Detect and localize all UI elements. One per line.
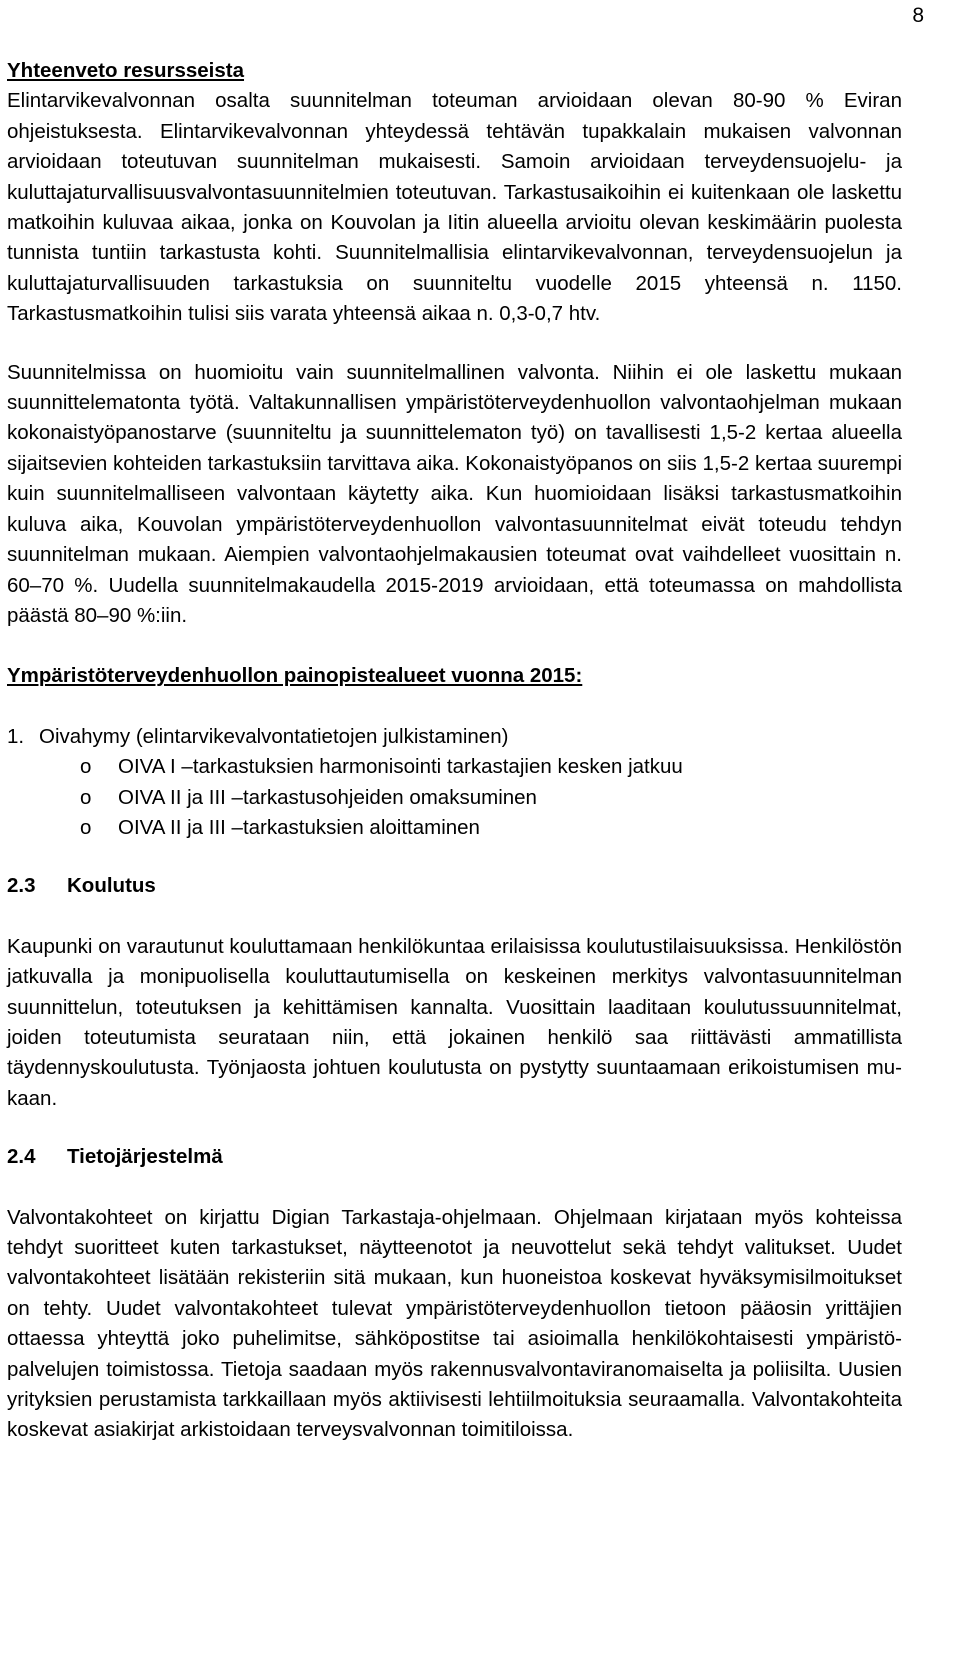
resources-paragraph-2: Suunnitelmissa on huomioitu vain suunnitelmallinen valvonta. Niihin ei ole laskettu mukaan suunnittelematonta työtä. Valtakunnallisen ympäristöterveydenhuollon valvontaohjelman mukaan kokonaistyöpanostarve (suunniteltu ja suunnittelematon työ) on tavallisesti 1,5-2 kertaa alueella sijaitsevien kohteiden tarkastuksiin tarvittava aika. Kokonaistyöpanos on siis 1,5-2 kertaa suurempi kuin suunnitelmalliseen valvontaan käytetty aika. Kun huomioidaan lisäksi tarkastusmatkoihin kuluva aika, Kouvolan ympäristöterveydenhuollon valvontasuunnitelmat eivät toteudu tehdyn suunnitelman mukaan. Aiempien valvontaohjelmakausien toteumat ovat vaihdelleet vuosittain n. 60–70 %. Uudella suunnitelmakaudella 2015-2019 arvioidaan, että toteumassa on mahdollista päästä 80–90 %:iin.	[7, 360, 902, 627]
information-system-heading	[7, 1142, 902, 1172]
focus-sub-item	[7, 752, 902, 782]
focus-areas-heading: Ympäristöterveydenhuollon painopistealueet vuonna 2015:	[7, 664, 583, 688]
focus-sub-item-text: OIVA I –tarkastuksien harmonisointi tarkastajien kesken jatkuu	[118, 755, 683, 779]
section-number: 2.4	[7, 1145, 36, 1169]
spacer	[7, 1114, 902, 1142]
section-number: 2.3	[7, 874, 36, 898]
resources-paragraph-1: Elintarvikevalvonnan osalta suunnitelman toteuman arvioidaan olevan 80-90 % Eviran ohjeistuksesta. Elintarvikevalvonnan yhteydessä tehtävän tupakkalain mukaisen valvonnan arvioidaan toteutuvan suunnitelman mukaisesti. Samoin arvioidaan terveydensuojelu- ja kuluttajaturvallisuusvalvontasuunnitelmien toteutuvan. Tarkastusaikoihin ei kuitenkaan ole laskettu matkoihin kuluvaa aikaa, jonka on Kouvolan ja Iitin alueella arvioitu olevan keskimäärin puolesta tunnista tuntiin tarkastusta kohti. Suunnitelmallisia elintarvikevalvonnan, terveydensuojelun ja kuluttajaturvallisuuden tarkastuksia on suunniteltu vuodelle 2015 yhteensä n. 1150. Tarkastusmatkoihin tulisi siis varata yhteensä aikaa n. 0,3-0,7 htv.	[7, 89, 902, 326]
spacer	[7, 902, 902, 932]
document-body	[7, 56, 902, 1446]
bullet-marker: o	[80, 755, 92, 779]
bullet-marker: o	[80, 785, 92, 809]
focus-sub-item-text: OIVA II ja III –tarkastusohjeiden omaksuminen	[118, 785, 537, 809]
section-title: Koulutus	[67, 874, 156, 898]
spacer	[7, 692, 902, 722]
focus-item-number: 1.	[7, 724, 25, 748]
information-system-paragraph: Valvontakohteet on kirjattu Digian Tarkastaja-ohjelmaan. Ohjelmaan kirjataan myös kohteissa tehdyt suoritteet kuten tarkastukset, näytteenotot ja neuvottelut sekä tehdyt valitukset. Uudet valvontakohteet lisätään rekisteriin sitä mukaan, kun huoneistoa koskevat hyväksymisilmoitukset on tehty. Uudet valvontakohteet tulevat ympäristöterveydenhuollon tietoon pääosin yrittäjien ottaessa yhteyttä joko puhelimitse, sähköpostitse tai asioimalla henkilökohtaisesti ympäristöpalvelujen toimistossa. Tietoja saadaan myös rakennusvalvontaviranomaiselta ja poliisilta. Uusien yrityksien perustamista tarkkaillaan myös aktiivisesti lehtiilmoituksia seuraamalla. Valvontakohteita koskevat asiakirjat arkistoidaan terveysvalvonnan toimitiloissa.	[7, 1205, 902, 1442]
training-paragraph: Kaupunki on varautunut kouluttamaan henkilökuntaa erilaisissa koulutustilaisuuksissa. Henkilöstön jatkuvalla ja monipuolisella kouluttautumisella on keskeinen merkitys valvontasuunnitelman suunnittelun, toteutuksen ja kehittämisen kannalta. Vuosittain laaditaan koulutussuunnitelmat, joiden toteutumista seurataan niin, että jokainen henkilö saa riittävästi ammatillista täydennyskoulutusta. Työnjaosta johtuen koulutusta on pystytty suuntaamaan erikoistumisen mukaan.	[7, 934, 902, 1110]
focus-sub-item	[7, 783, 902, 813]
training-heading	[7, 871, 902, 901]
spacer	[7, 843, 902, 871]
focus-item-text: Oivahymy (elintarvikevalvontatietojen julkistaminen)	[39, 724, 509, 748]
spacer	[7, 1173, 902, 1203]
page-number: 8	[912, 4, 924, 27]
focus-sub-item-text: OIVA II ja III –tarkastuksien aloittaminen	[118, 815, 480, 839]
focus-sub-list	[7, 752, 902, 843]
resources-summary-heading: Yhteenveto resursseista	[7, 59, 245, 82]
spacer	[7, 631, 902, 661]
focus-sub-item	[7, 813, 902, 843]
spacer	[7, 330, 902, 358]
bullet-marker: o	[80, 815, 92, 839]
focus-item-1	[7, 722, 902, 752]
section-title: Tietojärjestelmä	[67, 1145, 223, 1169]
